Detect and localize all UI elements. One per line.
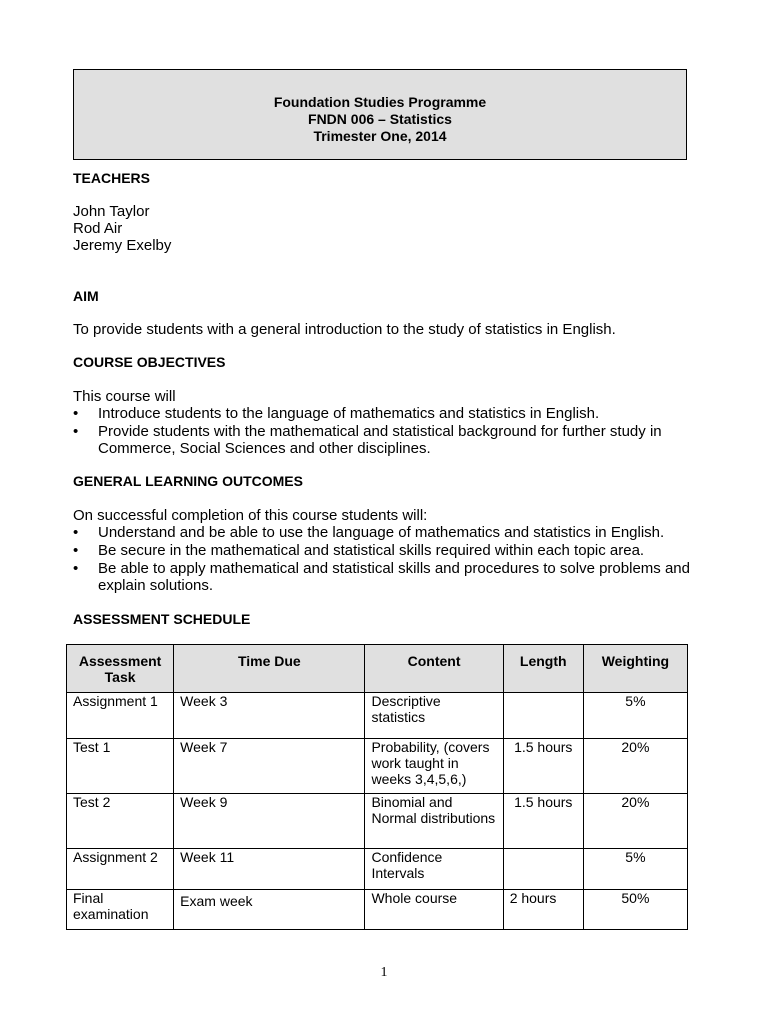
column-header: Assessment Task [67,645,174,693]
table-header-row [67,645,688,693]
list-item: • Introduce students to the language of mathematics and statistics in English. [73,405,693,422]
list-item: • Understand and be able to use the language of mathematics and statistics in English. [73,524,693,541]
course-title: FNDN 006 – Statistics [308,111,452,127]
programme-title: Foundation Studies Programme [273,94,487,110]
table-cell: Week 9 [174,794,365,849]
table-cell [503,849,583,890]
list-item: • Be secure in the mathematical and statistical skills required within each topic area. [73,542,693,559]
aim-text: To provide students with a general introduction to the study of statistics in English. [73,321,616,338]
table-row [67,739,688,794]
column-header: Length [503,645,583,693]
teacher-name: Rod Air [73,220,123,237]
table-cell: Descriptive statistics [365,693,503,739]
column-header: Time Due [174,645,365,693]
table-cell: Assignment 1 [67,693,174,739]
aim-heading: AIM [73,288,99,304]
table-cell: 5% [583,849,687,890]
table-cell: 1.5 hours [503,794,583,849]
table-cell: Confidence Intervals [365,849,503,890]
page-number: 1 [380,965,388,980]
outcomes-heading: GENERAL LEARNING OUTCOMES [73,473,303,489]
list-item: • Provide students with the mathematical and statistical background for further study in Commerce, Social Sciences and other disciplines. [73,423,693,457]
table-row [67,794,688,849]
teacher-name: Jeremy Exelby [73,237,172,254]
table-cell: 1.5 hours [503,739,583,794]
table-cell: Exam week [174,890,365,930]
teachers-heading: TEACHERS [73,170,151,186]
table-cell: Whole course [365,890,503,930]
table-row [67,890,688,930]
table-cell: 5% [583,693,687,739]
table-cell [503,693,583,739]
table-cell: 2 hours [503,890,583,930]
column-header: Content [365,645,503,693]
list-item: • Be able to apply mathematical and statistical skills and procedures to solve problems and explain solutions. [73,560,693,594]
outcomes-list [73,524,693,595]
column-header: Weighting [583,645,687,693]
table-cell: 20% [583,739,687,794]
teacher-name: John Taylor [73,203,150,220]
table-cell: 20% [583,794,687,849]
table-row [67,693,688,739]
document-header [73,69,687,160]
table-cell: 50% [583,890,687,930]
objectives-intro: This course will [73,388,176,405]
assessment-heading: ASSESSMENT SCHEDULE [73,611,251,627]
table-cell: Week 7 [174,739,365,794]
assessment-table [66,644,688,930]
objectives-list [73,405,693,458]
outcomes-intro: On successful completion of this course students will: [73,507,428,524]
trimester-title: Trimester One, 2014 [313,128,447,144]
table-cell: Final examination [67,890,174,930]
table-cell: Week 11 [174,849,365,890]
objectives-heading: COURSE OBJECTIVES [73,354,226,370]
table-cell: Week 3 [174,693,365,739]
table-cell: Binomial and Normal distributions [365,794,503,849]
table-cell: Assignment 2 [67,849,174,890]
table-cell: Probability, (covers work taught in weeks 3,4,5,6,) [365,739,503,794]
table-cell: Test 1 [67,739,174,794]
table-cell: Test 2 [67,794,174,849]
table-row [67,849,688,890]
